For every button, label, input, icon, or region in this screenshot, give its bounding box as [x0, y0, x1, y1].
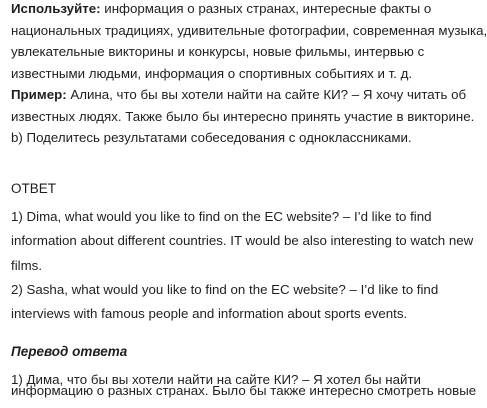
use-text-1: информация о разных странах, интересные факты о	[100, 1, 432, 16]
answer-line-2: information about different countries. IT would be also interesting to watch new	[11, 233, 474, 249]
translation-body	[11, 368, 477, 398]
use-paragraph	[11, 0, 487, 84]
example-paragraph	[11, 84, 475, 127]
answer-line-3: films.	[11, 257, 43, 273]
answer-line-4: 2) Sasha, what would you like to find on the EC website? – I’d like to find	[11, 281, 439, 297]
example-text-1: Алина, что бы вы хотели найти на сайте КИ? – Я хочу читать об	[66, 87, 467, 102]
use-line-2: национальных традициях, удивительные фотографии, современная музыка,	[11, 22, 487, 38]
answer-heading: ОТВЕТ	[11, 181, 57, 196]
use-label: Используйте:	[11, 1, 101, 16]
part-b-paragraph	[11, 127, 467, 149]
task-instructions	[11, 0, 487, 149]
use-line-3: увлекательные викторины и конкурсы, новые фильмы, интервью с	[11, 44, 425, 59]
answer-line-1: 1) Dima, what would you like to find on the EC website? – I’d like to find	[11, 209, 432, 224]
translation-line-2-clipped	[11, 374, 477, 398]
example-line-2: известных людях. Также было бы интересно принять участие в викторине.	[11, 108, 475, 124]
use-line-4: известными людьми, информация о спортивных событиях и т. д.	[11, 65, 413, 81]
translation-heading: Перевод ответа	[11, 344, 128, 359]
part-b-line: b) Поделитесь результатами собеседования с одноклассниками.	[11, 130, 412, 145]
answer-body	[11, 205, 474, 326]
use-line-1	[11, 0, 467, 20]
translation-line-1: 1) Дима, что бы вы хотели найти на сайте КИ? – Я хотел бы найти	[11, 372, 421, 387]
example-line-1	[11, 84, 467, 106]
example-label: Пример:	[11, 87, 67, 102]
translation-line-2: информацию о разных странах. Было бы также интересно смотреть новые	[11, 383, 477, 398]
answer-line-5: interviews with famous people and information about sports events.	[11, 306, 408, 322]
